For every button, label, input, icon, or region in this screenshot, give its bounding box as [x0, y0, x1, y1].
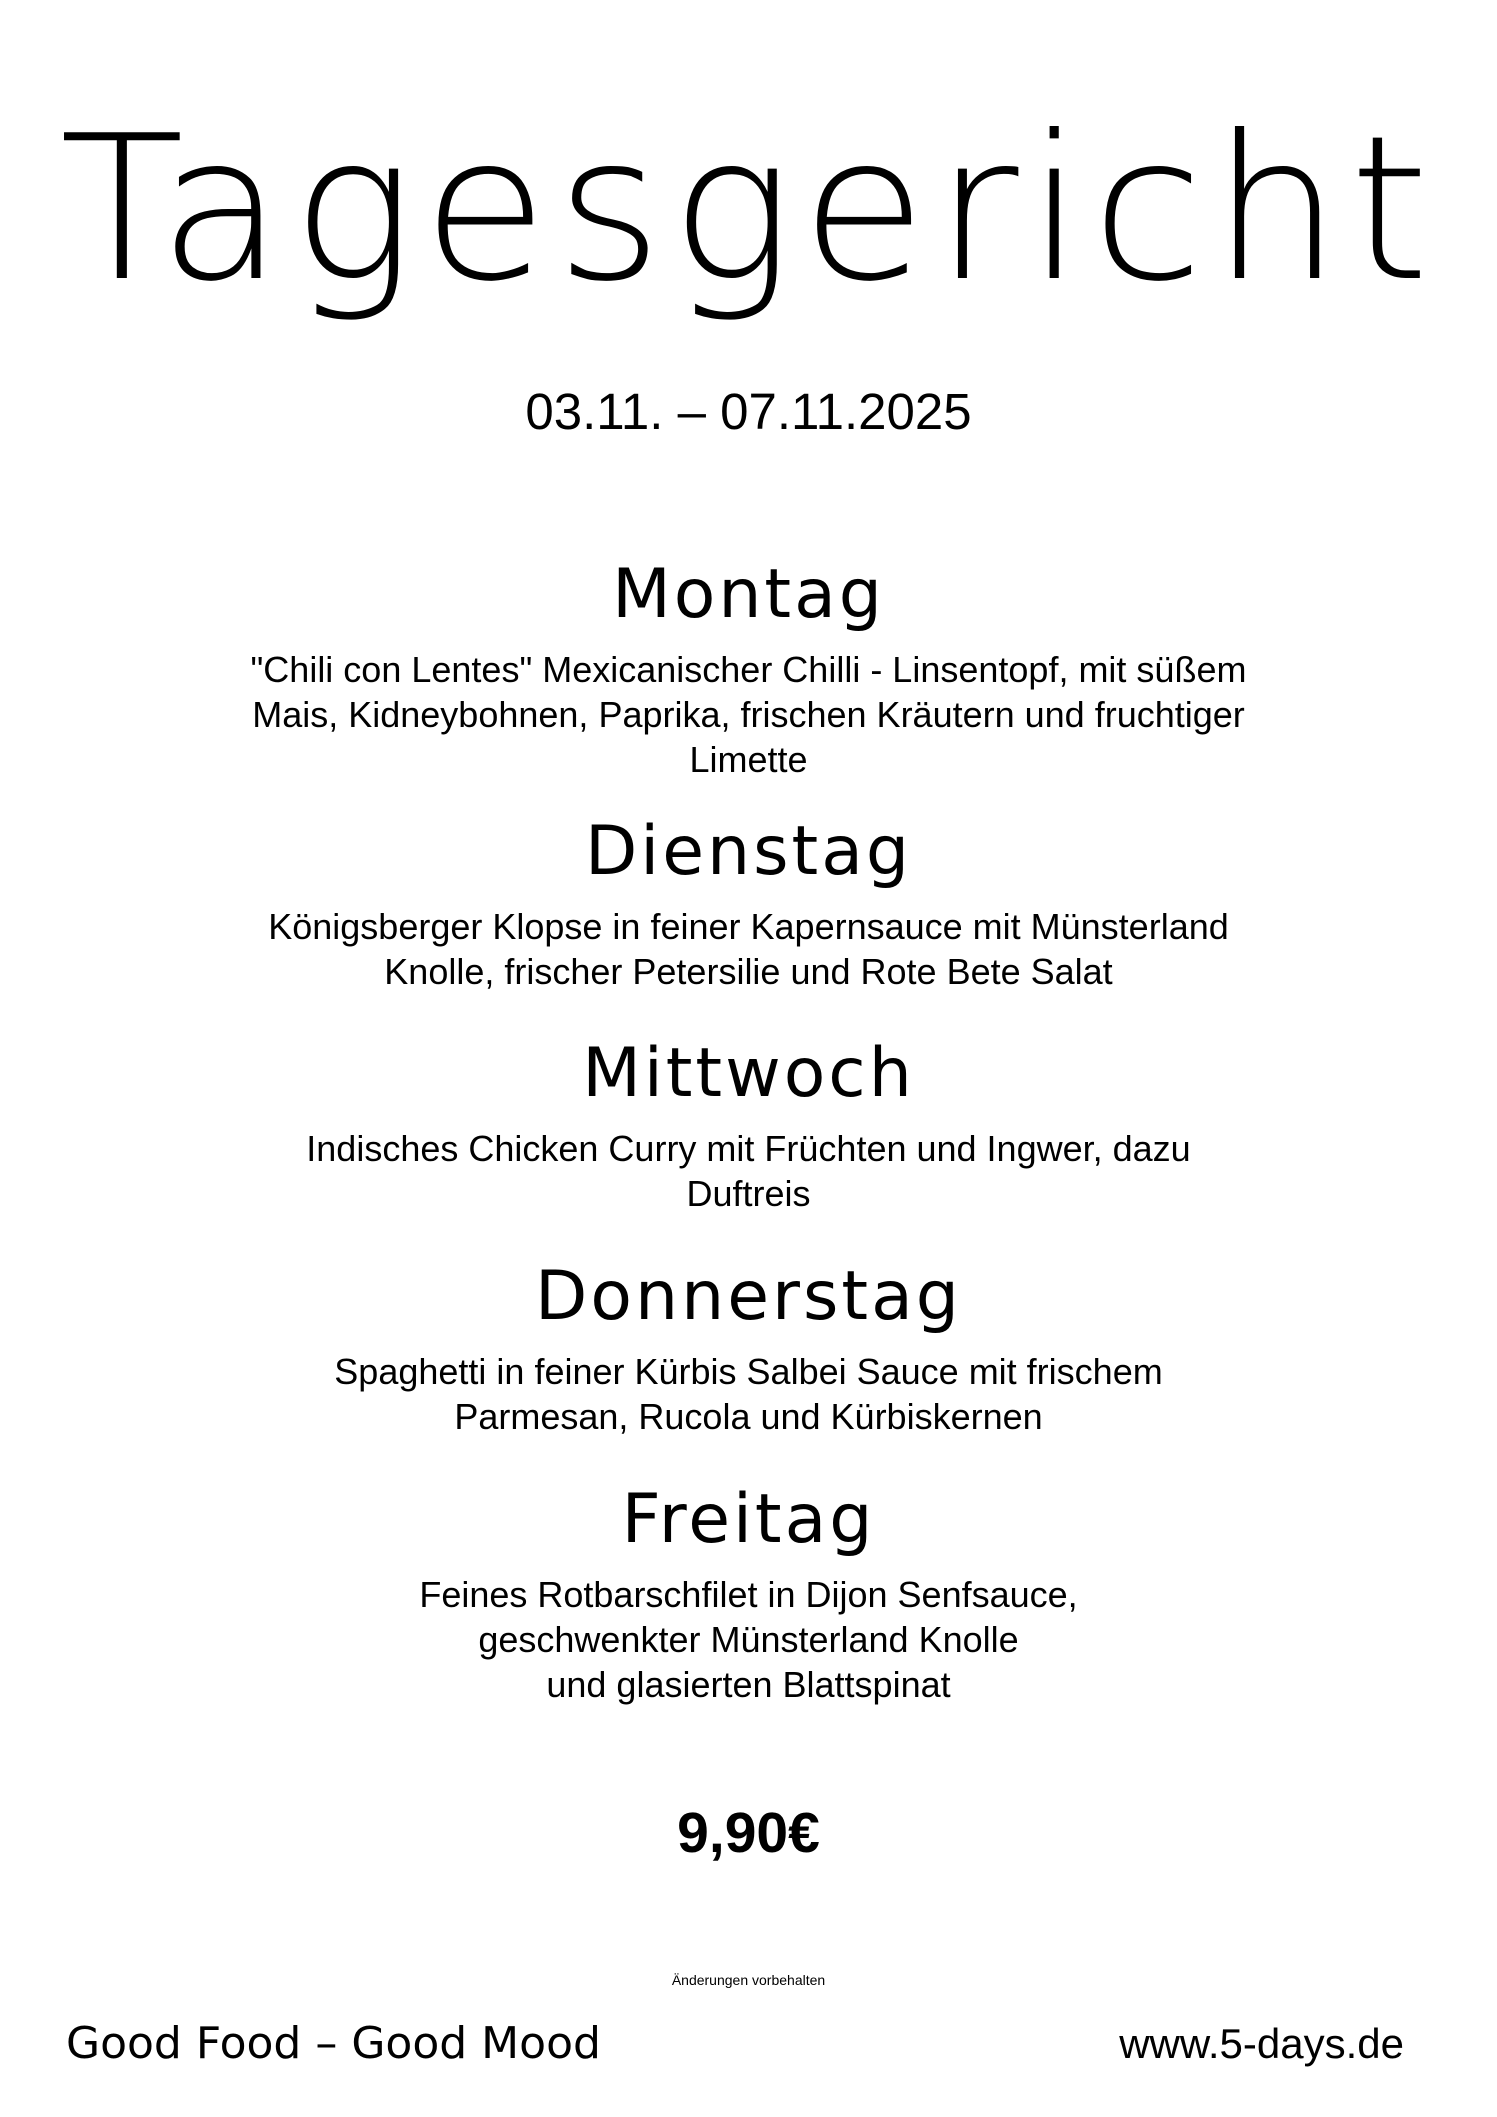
day-heading-tuesday: Dienstag	[584, 812, 913, 891]
day-heading-friday: Freitag	[621, 1480, 876, 1559]
day-section-monday	[0, 555, 1497, 782]
day-heading-monday: Montag	[612, 555, 885, 634]
price: 9,90€	[677, 1801, 820, 1865]
date-range: 03.11. – 07.11.2025	[525, 383, 972, 440]
website-link[interactable]: www.5-days.de	[1119, 2020, 1404, 2067]
dish-tuesday: Königsberger Klopse in feiner Kapernsauce mit Münsterland Knolle, frischer Petersilie und Rote Bete Salat	[268, 906, 1229, 992]
slogan: Good Food – Good Mood	[66, 2018, 601, 2069]
dish-wednesday: Indisches Chicken Curry mit Früchten und Ingwer, dazu Duftreis	[306, 1128, 1191, 1214]
day-section-friday	[0, 1480, 1497, 1707]
dish-friday: Feines Rotbarschfilet in Dijon Senfsauce, geschwenkter Münsterland Knolle und glasierten Blattspinat	[419, 1574, 1078, 1705]
day-heading-thursday: Donnerstag	[535, 1257, 962, 1336]
day-section-thursday	[0, 1257, 1497, 1439]
day-heading-wednesday: Mittwoch	[582, 1034, 915, 1113]
day-section-tuesday	[0, 812, 1497, 994]
day-section-wednesday	[0, 1034, 1497, 1216]
page-title: Tagesgericht	[59, 93, 1438, 326]
dish-thursday: Spaghetti in feiner Kürbis Salbei Sauce mit frischem Parmesan, Rucola und Kürbiskernen	[334, 1351, 1163, 1437]
disclaimer: Änderungen vorbehalten	[671, 1972, 826, 1988]
dish-monday: "Chili con Lentes" Mexicanischer Chilli - Linsentopf, mit süßem Mais, Kidneybohnen, Paprika, frischen Kräutern und fruchtiger Limette	[250, 649, 1247, 780]
